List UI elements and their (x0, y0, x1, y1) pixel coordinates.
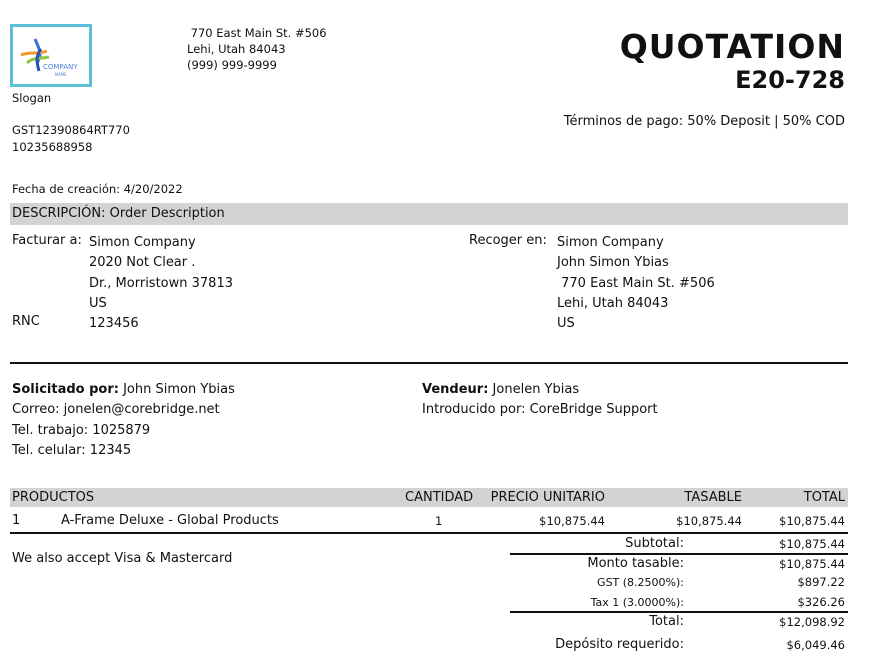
bill-to-label: Facturar a: (12, 233, 82, 248)
summary-divider (510, 553, 848, 555)
requested-by-label: Solicitado por: (12, 382, 119, 397)
section-divider (10, 362, 848, 364)
rnc-label: RNC (12, 314, 40, 329)
row-taxable: $10,875.44 (676, 514, 742, 528)
creation-date: Fecha de creación: 4/20/2022 (12, 182, 183, 196)
row-product: A-Frame Deluxe - Global Products (61, 513, 279, 528)
address-line-1: 770 East Main St. #506 (187, 26, 327, 40)
bill-to-line: Dr., Morristown 37813 (89, 275, 233, 291)
col-products: PRODUCTOS (12, 490, 95, 505)
pickup-line: US (557, 316, 575, 332)
seller-label: Vendeur: (422, 382, 489, 397)
document-title: QUOTATION (619, 27, 845, 66)
address-line-2: Lehi, Utah 84043 (187, 42, 286, 56)
table-divider (10, 532, 848, 534)
bill-to-line: Simon Company (89, 235, 196, 250)
subtotal-value: $10,875.44 (779, 537, 845, 551)
row-quantity: 1 (435, 514, 443, 528)
order-description: DESCRIPCIÓN: Order Description (12, 206, 225, 221)
company-logo (10, 24, 92, 87)
col-quantity: CANTIDAD (405, 490, 474, 505)
description-bar (10, 203, 848, 225)
company-number: 10235688958 (12, 140, 93, 154)
pickup-line: John Simon Ybias (557, 255, 669, 271)
pickup-label: Recoger en: (469, 233, 547, 248)
quote-number: E20-728 (735, 66, 845, 94)
bill-to-line: 2020 Not Clear . (89, 255, 196, 271)
gst-value: $897.22 (797, 575, 845, 589)
work-phone: Tel. trabajo: 1025879 (12, 422, 151, 438)
logo-pinwheel-icon (13, 27, 89, 84)
logo-text: COMPANY (43, 63, 78, 71)
requested-by: John Simon Ybias (118, 382, 235, 397)
company-slogan: Slogan (12, 91, 52, 105)
bill-to-line: US (89, 295, 107, 311)
bill-to-address (89, 233, 233, 334)
taxable-amount-value: $10,875.44 (779, 557, 845, 571)
payment-note: We also accept Visa & Mastercard (12, 551, 233, 566)
requester-email: Correo: jonelen@corebridge.net (12, 402, 220, 418)
requester-info (12, 380, 235, 461)
col-taxable: TASABLE (684, 490, 742, 505)
col-total: TOTAL (803, 490, 845, 505)
taxable-amount-label: Monto tasable: (587, 556, 684, 571)
seller-name: Jonelen Ybias (488, 382, 580, 397)
pickup-address (557, 233, 715, 334)
deposit-value: $6,049.46 (786, 638, 845, 652)
row-unit-price: $10,875.44 (539, 514, 605, 528)
entered-by: Introducido por: CoreBridge Support (422, 402, 658, 418)
gst-label: GST (8.2500%): (597, 576, 684, 589)
pickup-line: Lehi, Utah 84043 (557, 295, 669, 311)
company-phone: (999) 999-9999 (187, 58, 277, 72)
pickup-line: Simon Company (557, 235, 664, 250)
table-header (10, 488, 848, 507)
company-tax-id: GST12390864RT770 (12, 123, 130, 137)
cell-phone: Tel. celular: 12345 (12, 442, 132, 458)
seller-info (422, 380, 658, 421)
pickup-line: 770 East Main St. #506 (557, 275, 715, 291)
total-divider (510, 611, 848, 613)
total-label: Total: (649, 614, 684, 629)
rnc-value: 123456 (89, 316, 139, 332)
row-number: 1 (12, 513, 21, 528)
company-address (187, 25, 327, 73)
tax1-value: $326.26 (797, 595, 845, 609)
logo-subtext: NAME (55, 72, 67, 77)
total-value: $12,098.92 (779, 615, 845, 629)
subtotal-label: Subtotal: (625, 536, 684, 551)
col-unit-price: PRECIO UNITARIO (490, 490, 605, 505)
payment-terms: Términos de pago: 50% Deposit | 50% COD (563, 114, 845, 129)
deposit-label: Depósito requerido: (555, 637, 684, 652)
tax1-label: Tax 1 (3.0000%): (590, 596, 684, 609)
row-total: $10,875.44 (779, 514, 845, 528)
